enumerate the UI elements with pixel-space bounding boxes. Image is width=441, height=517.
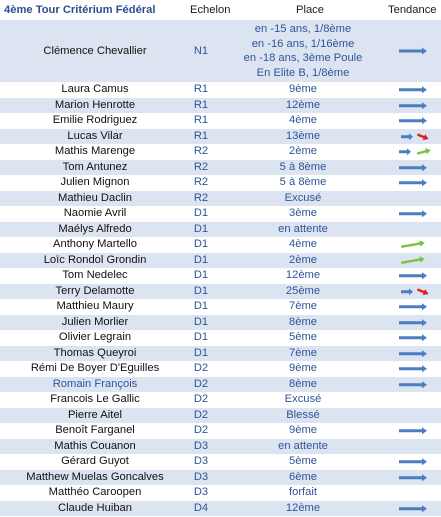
echelon-cell: D2 [193,424,209,436]
echelon-cell: R1 [193,83,209,95]
table-row [0,144,441,160]
table-row [0,346,441,362]
player-name: Lucas Vilar [67,129,123,142]
place-cell: 8ème [289,315,317,328]
table-row [0,268,441,284]
table-row [0,160,441,176]
player-name: Matthew Muelas Goncalves [26,470,164,483]
table-row [0,82,441,98]
trend-cell [391,501,435,517]
blue-red-arrow-icon [391,284,435,300]
green-arrow-icon [391,237,435,253]
trend-cell [391,175,435,191]
player-name: Francois Le Gallic [50,393,140,405]
table-row [0,392,441,408]
table-row [0,237,441,253]
player-name: Gérard Guyot [61,455,129,467]
place-cell: 5 à 8ème [279,160,327,173]
echelon-cell: D2 [193,362,209,374]
player-name: Mathis Couanon [54,439,136,452]
echelon-cell: R2 [193,145,209,157]
blue-arrow-icon [391,20,435,82]
place-cell: 8ème [289,377,317,390]
trend-cell [391,377,435,393]
echelon-cell: R1 [193,98,209,111]
player-name: Naomie Avril [63,207,127,219]
place-line: en -15 ans, 1/8ème [254,23,352,35]
blue-arrow-icon [391,82,435,98]
table-title: 4ème Tour Critérium Fédéral [4,4,156,16]
blue-arrow-icon [391,346,435,362]
trend-cell [391,454,435,470]
table-row [0,377,441,393]
no-trend [391,485,435,501]
trend-cell [391,222,435,238]
echelon-cell: D1 [193,331,209,343]
no-trend [391,439,435,455]
table-header [0,0,441,20]
green-arrow-icon [391,253,435,269]
table-row [0,454,441,470]
player-name: Anthony Martello [53,238,137,250]
echelon-cell: R2 [193,176,209,188]
trend-cell [391,361,435,377]
table-row [0,191,441,207]
blue-arrow-icon [391,423,435,439]
place-line: en -16 ans, 1/16ème [251,37,355,50]
trend-cell [391,284,435,300]
trend-cell [391,423,435,439]
column-header-place: Place [296,4,324,16]
trend-cell [391,470,435,486]
player-name: Julien Morlier [61,315,129,328]
table-row [0,501,441,517]
table-row [0,253,441,269]
column-header-tendance: Tendance [388,4,437,16]
place-cell: 5ème [289,331,317,343]
place-cell: en attente [278,222,328,235]
place-cell [225,22,381,80]
table-row [0,98,441,114]
echelon-cell: D1 [193,315,209,328]
trend-cell [391,253,435,269]
echelon-cell: D2 [193,393,209,405]
table-row [0,470,441,486]
player-name: Claude Huiban [57,501,132,514]
place-cell: 2ème [289,253,317,266]
place-cell: 4ème [289,238,317,250]
trend-cell [391,144,435,160]
table-row [0,299,441,315]
column-header-echelon: Echelon [190,4,231,16]
player-name: Julien Mignon [60,176,130,188]
place-cell: 9ème [289,424,317,436]
echelon-cell: D1 [193,253,209,266]
place-cell: 12ème [285,269,321,281]
blue-green-arrow-icon [391,144,435,160]
trend-cell [391,439,435,455]
table-row [0,222,441,238]
table-row [0,485,441,501]
place-line: en -18 ans, 3ème Poule [243,52,363,64]
table-row [0,439,441,455]
trend-cell [391,485,435,501]
echelon-cell: R2 [193,160,209,173]
place-cell: 7ème [289,346,317,359]
blue-red-arrow-icon [391,129,435,145]
player-name: Tom Antunez [62,160,128,173]
echelon-cell: D2 [193,377,209,390]
no-trend [391,408,435,424]
no-trend [391,191,435,207]
table-row [0,330,441,346]
player-name: Olivier Legrain [58,331,132,343]
place-cell: 9ème [289,83,317,95]
player-name: Clémence Chevallier [43,45,147,57]
place-cell: 5ème [289,455,317,467]
blue-arrow-icon [391,268,435,284]
echelon-cell: D3 [193,455,209,467]
table-row [0,206,441,222]
trend-cell [391,237,435,253]
place-cell: 7ème [289,300,317,312]
place-cell: 6ème [289,470,317,483]
echelon-cell: D3 [193,439,209,452]
echelon-cell: D1 [193,207,209,219]
player-name: Mathieu Daclin [58,191,132,204]
blue-arrow-icon [391,330,435,346]
table-row [0,423,441,439]
place-cell: Excusé [284,393,322,405]
blue-arrow-icon [391,299,435,315]
place-cell: forfait [289,486,317,498]
place-cell: 9ème [289,362,317,374]
trend-cell [391,82,435,98]
player-name: Rémi De Boyer D'Eguilles [30,362,160,374]
place-cell: 25ème [285,284,321,297]
table-row [0,113,441,129]
place-cell: 4ème [289,114,317,126]
echelon-cell: D1 [193,300,209,312]
echelon-cell: N1 [193,45,209,57]
blue-arrow-icon [391,98,435,114]
place-cell: 12ème [285,98,321,111]
blue-arrow-icon [391,361,435,377]
trend-cell [391,191,435,207]
echelon-cell: R1 [193,114,209,126]
player-name: Loïc Rondol Grondin [43,253,147,266]
no-trend [391,222,435,238]
table-row [0,408,441,424]
blue-arrow-icon [391,470,435,486]
trend-cell [391,330,435,346]
table-row [0,129,441,145]
blue-arrow-icon [391,315,435,331]
table-row [0,20,441,82]
place-cell: 3ème [289,207,317,219]
player-name: Benoît Farganel [55,424,135,436]
echelon-cell: D1 [193,238,209,250]
table-row [0,315,441,331]
player-name: Emilie Rodriguez [52,114,138,126]
place-cell: 5 à 8ème [279,176,327,188]
place-cell: Blessé [286,408,320,421]
blue-arrow-icon [391,160,435,176]
echelon-cell: R2 [193,191,209,204]
blue-arrow-icon [391,175,435,191]
echelon-cell: D1 [193,269,209,281]
trend-cell [391,160,435,176]
player-name: Tom Nedelec [62,269,128,281]
trend-cell [391,315,435,331]
trend-cell [391,268,435,284]
echelon-cell: D3 [193,470,209,483]
echelon-cell: D1 [193,222,209,235]
trend-cell [391,392,435,408]
echelon-cell: D2 [193,408,209,421]
blue-arrow-icon [391,501,435,517]
trend-cell [391,20,435,82]
table-row [0,175,441,191]
echelon-cell: R1 [193,129,209,142]
echelon-cell: D3 [193,486,209,498]
player-name: Matthéo Caroopen [48,486,142,498]
trend-cell [391,299,435,315]
trend-cell [391,98,435,114]
player-name: Laura Camus [61,83,129,95]
blue-arrow-icon [391,113,435,129]
player-name: Thomas Queyroi [53,346,137,359]
player-name: Matthieu Maury [56,300,134,312]
place-cell: 13ème [285,129,321,142]
place-line: En Elite B, 1/8ème [256,66,350,79]
player-name: Terry Delamotte [55,284,135,297]
place-cell: 12ème [285,501,321,514]
player-name: Pierre Aitel [67,408,123,421]
table-row [0,361,441,377]
echelon-cell: D1 [193,346,209,359]
trend-cell [391,206,435,222]
trend-cell [391,129,435,145]
blue-arrow-icon [391,377,435,393]
player-name: Romain François [52,377,138,390]
blue-arrow-icon [391,454,435,470]
player-name: Maélys Alfredo [58,222,132,235]
trend-cell [391,346,435,362]
blue-arrow-icon [391,206,435,222]
table-row [0,284,441,300]
trend-cell [391,408,435,424]
echelon-cell: D4 [193,501,209,514]
place-cell: Excusé [284,191,322,204]
place-cell: 2ème [289,145,317,157]
echelon-cell: D1 [193,284,209,297]
player-name: Marion Henrotte [54,98,136,111]
no-trend [391,392,435,408]
player-name: Mathis Marenge [54,145,136,157]
place-cell: en attente [278,439,328,452]
trend-cell [391,113,435,129]
